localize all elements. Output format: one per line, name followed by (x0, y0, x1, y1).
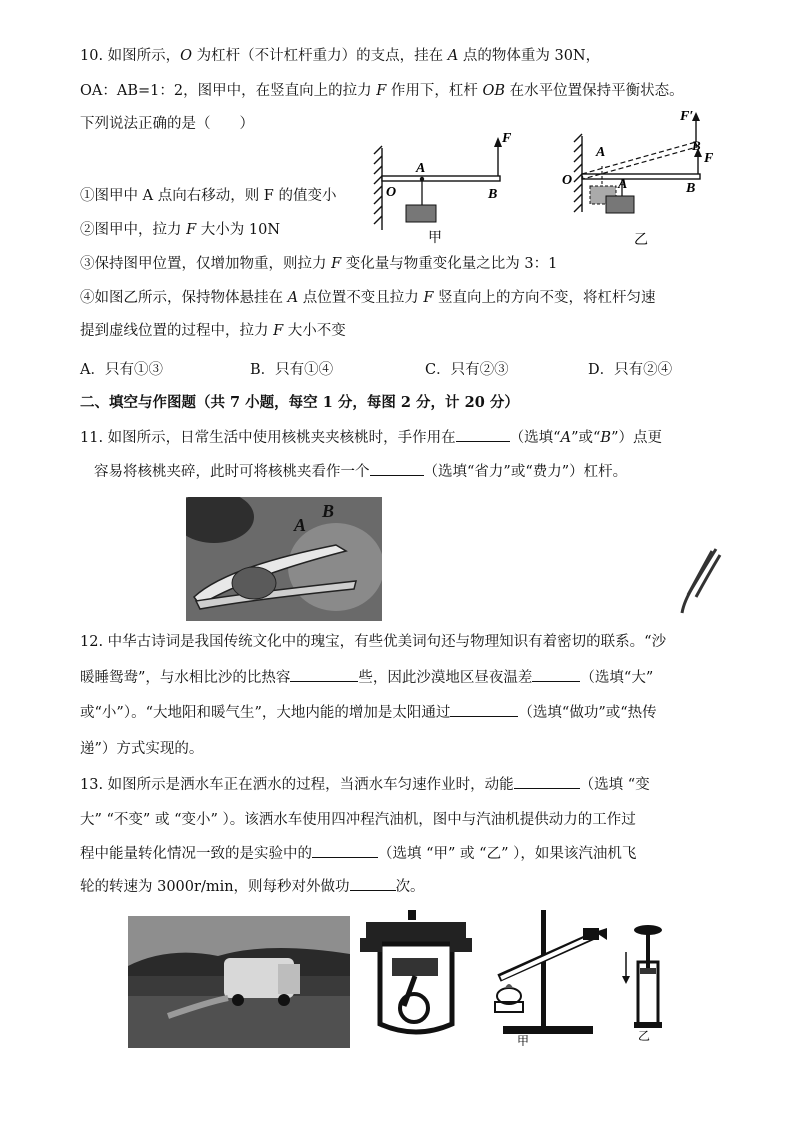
option-c[interactable]: C．只有②③ (425, 362, 509, 378)
option-a[interactable]: A．只有①③ (80, 362, 163, 378)
q12-line4: 递”）方式实现的。 (80, 741, 204, 757)
caption-jia: 甲 (517, 1034, 530, 1046)
answer-blank[interactable] (312, 843, 378, 858)
q12-line1: 12. 中华古诗词是我国传统文化中的瑰宝，有些优美词句还与物理知识有着密切的联系。“沙 (80, 634, 667, 650)
hanging-weight (606, 196, 634, 213)
experiment-jia (483, 906, 609, 1046)
label-b-lower: B (686, 181, 696, 196)
wall-hatch (374, 146, 382, 230)
lever-figure-jia (370, 130, 520, 245)
answer-blank[interactable] (532, 667, 580, 682)
caption-yi: 乙 (634, 233, 648, 248)
answer-blank[interactable] (350, 876, 396, 891)
section-2-heading: 二、填空与作图题（共 7 小题，每空 1 分，每图 2 分，计 20 分） (80, 394, 519, 411)
q12-line3: 或“小”）。“大地阳和暖气生”，大地内能的增加是太阳通过 （选填“做功”或“热传 (80, 702, 657, 724)
lever-figure-yi (556, 108, 726, 248)
lever-bar (382, 176, 500, 181)
label-f: F (502, 131, 512, 146)
q13-line1: 13. 如图所示是洒水车正在洒水的过程，当洒水车匀速作业时，动能 （选填 “变 (80, 774, 650, 796)
option-d[interactable]: D．只有②④ (588, 362, 673, 378)
answer-blank[interactable] (450, 702, 518, 717)
answer-blank[interactable] (514, 774, 580, 789)
scribble-mark (676, 545, 724, 617)
q10-statement-3: ③保持图甲位置，仅增加物重，则拉力 F 变化量与物重变化量之比为 3：1 (80, 256, 558, 272)
label-a: A (416, 161, 426, 176)
engine-diagram (360, 908, 472, 1040)
q10-statement-4: ④如图乙所示，保持物体悬挂在 A 点位置不变且拉力 F 竖直向上的方向不变，将杠杆匀速 (80, 290, 656, 306)
answer-blank[interactable] (456, 427, 510, 442)
q13-line3: 程中能量转化情况一致的是实验中的 （选填 “甲” 或 “乙” ），如果该汽油机飞 (80, 843, 636, 865)
label-a-lower: A (618, 177, 628, 192)
q13-line4: 轮的转速为 3000r/min，则每秒对外做功 次。 (80, 876, 425, 898)
label-a: A (596, 145, 606, 160)
label-b-upper: B (692, 138, 701, 153)
answer-blank[interactable] (290, 667, 358, 682)
label-o: O (562, 173, 573, 188)
label-f: F (704, 151, 714, 166)
option-b[interactable]: B．只有①④ (250, 362, 334, 378)
answer-blank[interactable] (370, 461, 424, 476)
nutcracker-photo (186, 497, 382, 621)
label-b: B (488, 187, 498, 202)
label-o: O (386, 185, 397, 200)
q10-statement-2: ②图甲中，拉力 F 大小为 10N (80, 222, 281, 238)
sprinkler-truck-photo (128, 916, 350, 1048)
q10-line2: OA：AB=1：2，图甲中，在竖直向上的拉力 F 作用下，杠杆 OB 在水平位置保持平衡状态。 (80, 83, 684, 99)
photo-label-a: A (294, 515, 307, 535)
caption-jia: 甲 (428, 231, 442, 245)
q11-line1: 11. 如图所示，日常生活中使用核桃夹夹核桃时，手作用在 （选填“A”或“B”）点更 (80, 427, 662, 449)
wall-hatch (574, 134, 582, 212)
hanging-weight (406, 205, 436, 222)
q10-statement-4-cont: 提到虚线位置的过程中，拉力 F 大小不变 (80, 323, 346, 339)
photo-label-b: B (322, 501, 335, 521)
caption-yi: 乙 (638, 1029, 651, 1042)
q10-statement-1: ①图甲中 A 点向右移动，则 F 的值变小 (80, 188, 337, 204)
q10-line3: 下列说法正确的是（ ） (80, 116, 254, 132)
q13-line2: 大” “不变” 或 “变小” ）。该洒水车使用四冲程汽油机，图中与汽油机提供动力的工作过 (80, 812, 636, 828)
label-f-prime: F′ (680, 109, 694, 124)
experiment-yi (620, 922, 670, 1042)
q10-line1: 10. 如图所示，O 为杠杆（不计杠杆重力）的支点，挂在 A 点的物体重为 30N， (80, 48, 601, 64)
q12-line2: 暖睡鸳鸯”，与水相比沙的比热容 些，因此沙漠地区昼夜温差 （选填“大” (80, 667, 653, 689)
q11-line2: 容易将核桃夹碎，此时可将核桃夹看作一个 （选填“省力”或“费力”）杠杆。 (94, 461, 627, 483)
